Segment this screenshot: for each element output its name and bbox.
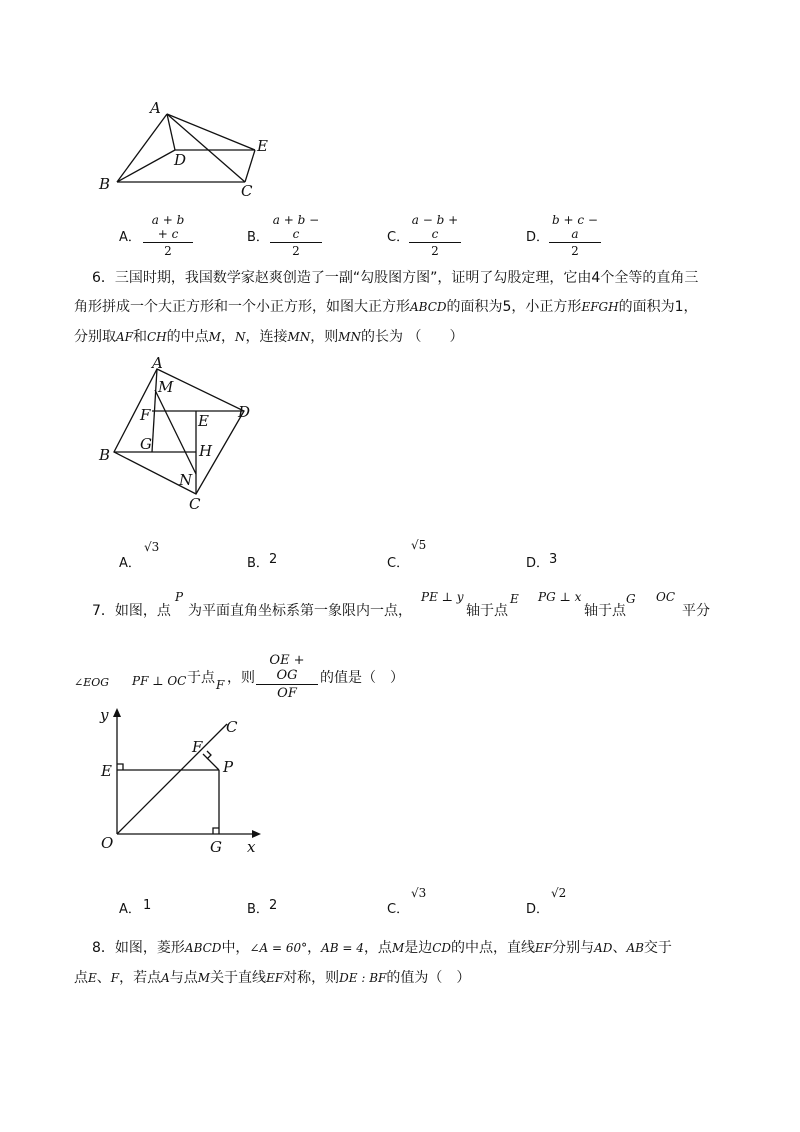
q6-line-2-part-a: 角形拼成一个大正方形和一个小正方形，如图大正方形 bbox=[74, 299, 410, 315]
q8-line-2-part-c: 与点 bbox=[169, 970, 198, 986]
label-G: G bbox=[210, 838, 222, 856]
q8-side-ad: AD bbox=[594, 941, 613, 955]
y-axis-arrow-icon bbox=[113, 708, 121, 717]
q6-segment-mn: MN bbox=[287, 330, 311, 344]
q6-line-3-part-f: 的长为 （ ） bbox=[361, 329, 464, 345]
q7-condition-pf: PF ⊥ OC bbox=[132, 674, 187, 688]
q7-ray-oc: OC bbox=[656, 590, 676, 604]
q8-line-2-part-b: ，若点 bbox=[119, 970, 162, 986]
q8-comma: ， bbox=[307, 940, 322, 956]
q8-rhombus-abcd: ABCD bbox=[184, 941, 222, 955]
q6-point-n: N bbox=[234, 330, 246, 344]
q7-option-a-value[interactable]: 1 bbox=[143, 898, 152, 913]
q6-line-2 bbox=[74, 297, 698, 317]
q8-length-ab: AB = 4 bbox=[321, 941, 364, 955]
q8-ratio: DE : BF bbox=[339, 971, 387, 985]
q5-option-c-letter[interactable]: C． bbox=[387, 230, 410, 245]
q7-option-d-value[interactable]: √2 bbox=[551, 886, 567, 900]
q5-option-b-denominator: 2 bbox=[292, 244, 300, 258]
label-D: D bbox=[238, 403, 251, 421]
q7-point-f: F bbox=[216, 678, 225, 692]
q8-line-1-part-b: 中， bbox=[221, 940, 250, 956]
q5-option-a-numerator: a + b + c bbox=[151, 213, 185, 241]
q8-line-2-part-e: 对称，则 bbox=[283, 970, 340, 986]
q6-line-3 bbox=[74, 327, 464, 347]
q8-point-f: F bbox=[110, 971, 120, 985]
label-E: E bbox=[101, 762, 112, 780]
q7-text-bisect: 平分 bbox=[682, 603, 710, 619]
q6-line-2-part-b: 的面积为5，小正方形 bbox=[446, 299, 582, 315]
label-F: F bbox=[140, 406, 151, 424]
label-C: C bbox=[189, 495, 201, 513]
q7-option-b-value[interactable]: 2 bbox=[269, 898, 278, 913]
q5-option-a-letter[interactable]: A． bbox=[119, 230, 141, 245]
q8-line-1 bbox=[92, 938, 672, 958]
q6-option-a-letter[interactable]: A． bbox=[119, 556, 141, 571]
q6-line-3-part-c: 的中点 bbox=[166, 329, 209, 345]
q6-line-3-part-e: ，则 bbox=[310, 329, 339, 345]
q7-text-quadrant: 为平面直角坐标系第一象限内一点， bbox=[188, 603, 412, 619]
q8-point-m-2: M bbox=[197, 971, 211, 985]
q8-point-m: M bbox=[391, 941, 405, 955]
q7-text-intro: 7．如图，点 bbox=[92, 603, 171, 619]
q8-side-cd: CD bbox=[432, 941, 452, 955]
q7-option-d-letter[interactable]: D． bbox=[526, 902, 550, 917]
q6-segment-mn-2: MN bbox=[338, 330, 362, 344]
q7-expression-fraction bbox=[256, 653, 318, 701]
q6-comma: ， bbox=[220, 329, 235, 345]
q8-line-2-part-d: 关于直线 bbox=[210, 970, 267, 986]
q6-option-c-letter[interactable]: C． bbox=[387, 556, 410, 571]
q7-fraction-denominator: OF bbox=[277, 686, 297, 701]
q5-option-c-denominator: 2 bbox=[431, 244, 439, 258]
label-O: O bbox=[101, 834, 114, 852]
q8-line-1-part-d: 是边 bbox=[404, 940, 433, 956]
label-F: F bbox=[192, 738, 203, 756]
q5-option-c-numerator: a − b + c bbox=[411, 213, 459, 241]
figure-q6 bbox=[92, 352, 262, 517]
q8-line-1-part-g: 交于 bbox=[643, 940, 672, 956]
q5-option-d-letter[interactable]: D． bbox=[526, 230, 550, 245]
q6-line-2-part-c: 的面积为1， bbox=[618, 299, 698, 315]
q7-option-b-letter[interactable]: B． bbox=[247, 902, 269, 917]
q6-option-a-value[interactable]: √3 bbox=[144, 540, 160, 554]
q6-square-efgh: EFGH bbox=[581, 300, 619, 314]
q8-line-2-part-a: 点 bbox=[74, 970, 88, 986]
q8-line-1-part-e: 的中点，直线 bbox=[451, 940, 536, 956]
label-P: P bbox=[223, 758, 234, 776]
label-G: G bbox=[140, 435, 152, 453]
figure-q7 bbox=[95, 700, 275, 860]
q5-option-c-fraction[interactable] bbox=[409, 213, 461, 258]
q6-line-3-part-a: 分别取 bbox=[74, 329, 116, 345]
label-C: C bbox=[226, 718, 238, 736]
x-axis-arrow-icon bbox=[252, 830, 261, 838]
label-E: E bbox=[198, 412, 209, 430]
q7-option-c-letter[interactable]: C． bbox=[387, 902, 410, 917]
q7-condition-pg: PG ⊥ x bbox=[538, 590, 582, 604]
q6-option-b-letter[interactable]: B． bbox=[247, 556, 269, 571]
q5-option-b-numerator: a + b − c bbox=[272, 213, 320, 241]
q7-option-a-letter[interactable]: A． bbox=[119, 902, 141, 917]
q7-angle-eog: ∠EOG bbox=[74, 676, 110, 689]
q7-text-foot: 于点 bbox=[187, 670, 215, 686]
q8-line-2 bbox=[74, 968, 470, 988]
label-H: H bbox=[199, 442, 213, 460]
figure-q5 bbox=[95, 95, 280, 200]
q8-side-ab: AB bbox=[626, 941, 644, 955]
label-M: M bbox=[158, 378, 174, 396]
q6-line-3-part-b: 和 bbox=[133, 329, 147, 345]
q5-option-d-denominator: 2 bbox=[571, 244, 579, 258]
label-D: D bbox=[174, 151, 187, 169]
q8-line-ef-2: EF bbox=[266, 971, 284, 985]
label-E: E bbox=[257, 137, 268, 155]
q7-option-c-value[interactable]: √3 bbox=[411, 886, 427, 900]
label-N: N bbox=[179, 471, 193, 489]
q6-line-1: 6．三国时期，我国数学家赵爽创造了一副“勾股图方图”，证明了勾股定理，它由4个全等的直角三 bbox=[92, 270, 699, 286]
label-C: C bbox=[241, 182, 253, 200]
q7-text-axis-y: 轴于点 bbox=[466, 603, 508, 619]
q6-segment-ch: CH bbox=[147, 330, 167, 344]
q6-segment-af: AF bbox=[116, 330, 133, 344]
q6-point-m: M bbox=[208, 330, 221, 344]
q8-separator: 、 bbox=[612, 940, 627, 956]
label-x: x bbox=[247, 838, 256, 856]
q8-line-1-part-f: 分别与 bbox=[552, 940, 595, 956]
q6-option-b-value[interactable]: 2 bbox=[269, 552, 278, 567]
label-B: B bbox=[99, 446, 111, 464]
q6-option-c-value[interactable]: √5 bbox=[411, 538, 427, 552]
q5-option-d-fraction[interactable] bbox=[549, 213, 601, 258]
q8-line-1-part-c: ，点 bbox=[363, 940, 392, 956]
q8-point-a: A bbox=[161, 971, 170, 985]
q8-line-ef: EF bbox=[535, 941, 553, 955]
q5-option-a-fraction[interactable] bbox=[143, 213, 193, 258]
q5-option-d-numerator: b + c − a bbox=[552, 213, 598, 241]
q7-condition-pe: PE ⊥ y bbox=[421, 590, 464, 604]
label-B: B bbox=[99, 175, 111, 193]
q5-option-a-denominator: 2 bbox=[164, 244, 172, 258]
q7-point-e: E bbox=[510, 592, 519, 606]
q6-line-3-part-d: ，连接 bbox=[245, 329, 288, 345]
label-y: y bbox=[100, 706, 109, 724]
q7-text-axis-x: 轴于点 bbox=[584, 603, 626, 619]
q5-option-b-fraction[interactable] bbox=[270, 213, 322, 258]
q7-text-value: 的值是（ ） bbox=[320, 670, 404, 686]
q6-option-d-letter[interactable]: D． bbox=[526, 556, 550, 571]
label-A: A bbox=[150, 99, 161, 117]
q7-point-g: G bbox=[626, 592, 636, 606]
q6-option-d-value[interactable]: 3 bbox=[549, 552, 558, 567]
q6-square-abcd: ABCD bbox=[410, 300, 447, 314]
q8-separator-2: 、 bbox=[96, 970, 111, 986]
q7-fraction-numerator: OE + OG bbox=[269, 653, 305, 683]
q8-point-e: E bbox=[88, 971, 97, 985]
q8-line-2-part-f: 的值为（ ） bbox=[386, 970, 471, 986]
q8-angle-a: ∠A = 60° bbox=[249, 941, 308, 955]
q7-text-then: ，则 bbox=[227, 670, 255, 686]
q8-line-1-part-a: 8．如图，菱形 bbox=[92, 940, 185, 956]
q7-point-p: P bbox=[175, 590, 184, 604]
q5-option-b-letter[interactable]: B． bbox=[247, 230, 269, 245]
label-A: A bbox=[152, 354, 163, 372]
